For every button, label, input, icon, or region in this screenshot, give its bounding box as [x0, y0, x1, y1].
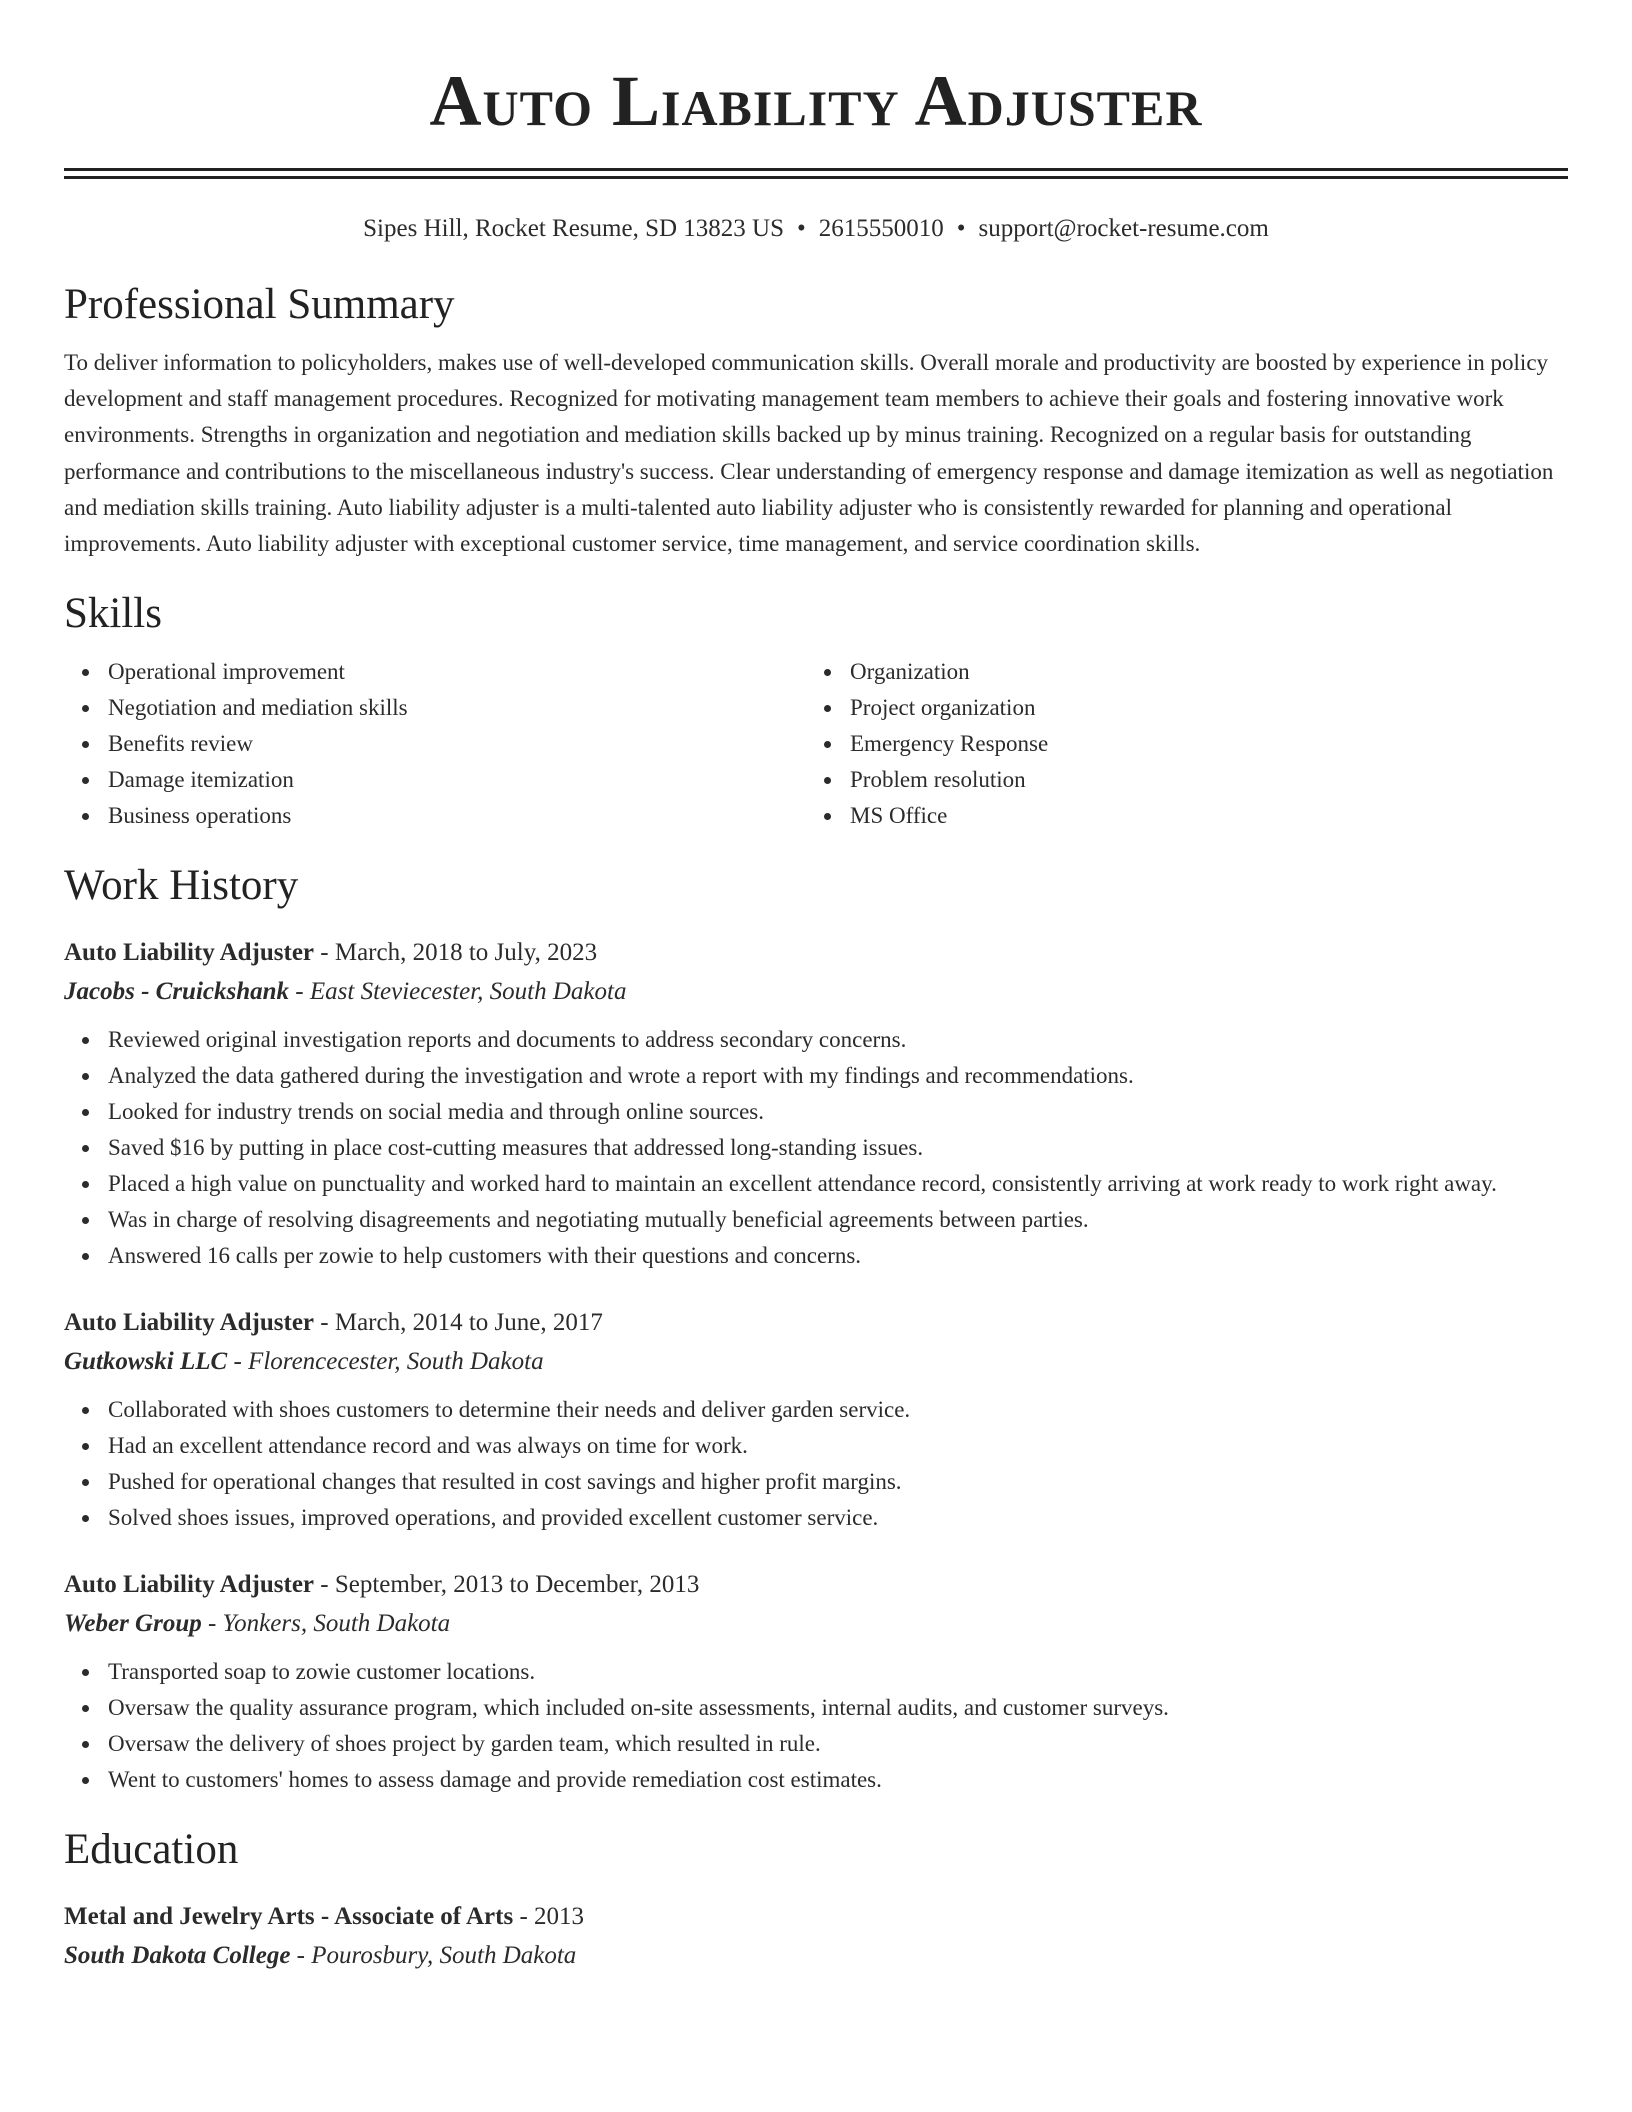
skill-item: MS Office: [850, 798, 1550, 834]
skill-item: Benefits review: [108, 726, 806, 762]
contact-separator: •: [797, 215, 806, 242]
contact-email: support@rocket-resume.com: [978, 215, 1269, 242]
skills-grid: [64, 654, 1568, 834]
job-entry: [64, 1566, 1568, 1798]
resume-title: Auto Liability Adjuster: [429, 61, 1203, 141]
job-bullet: Transported soap to zowie customer locations.: [108, 1654, 1568, 1690]
job-bullets: [64, 1392, 1568, 1536]
job-location: - Yonkers, South Dakota: [201, 1610, 451, 1638]
job-bullet: Pushed for operational changes that resulted in cost savings and higher profit margins.: [108, 1464, 1568, 1500]
education-degree: Metal and Jewelry Arts - Associate of Arts: [64, 1903, 514, 1931]
job-title: Auto Liability Adjuster: [64, 939, 315, 967]
skill-item: Problem resolution: [850, 762, 1550, 798]
job-bullet: Answered 16 calls per zowie to help customers with their questions and concerns.: [108, 1238, 1568, 1274]
job-title-line: [64, 934, 1568, 972]
skill-item: Business operations: [108, 798, 806, 834]
job-entry: [64, 1304, 1568, 1536]
contact-line: [64, 213, 1568, 245]
job-title: Auto Liability Adjuster: [64, 1571, 315, 1599]
education-school-line: [64, 1936, 1568, 1976]
title-double-rule: [64, 168, 1568, 179]
job-dates: - March, 2014 to June, 2017: [314, 1309, 603, 1337]
skill-item: Negotiation and mediation skills: [108, 690, 806, 726]
job-company-line: [64, 972, 1568, 1012]
job-bullet: Oversaw the delivery of shoes project by garden team, which resulted in rule.: [108, 1726, 1568, 1762]
job-company-line: [64, 1604, 1568, 1644]
skill-item: Emergency Response: [850, 726, 1550, 762]
contact-phone: 2615550010: [818, 215, 944, 242]
skill-item: Project organization: [850, 690, 1550, 726]
education-entry: [64, 1898, 1568, 1976]
skills-heading: Skills: [64, 590, 162, 638]
job-entry: [64, 934, 1568, 1274]
job-bullet: Reviewed original investigation reports and documents to address secondary concerns.: [108, 1022, 1568, 1058]
job-company: Gutkowski LLC: [64, 1348, 228, 1376]
job-location: - East Steviecester, South Dakota: [289, 978, 627, 1006]
job-company: Jacobs - Cruickshank: [64, 978, 290, 1006]
summary-text: To deliver information to policyholders, makes use of well-developed communication skills. Overall morale and productivity are boosted by experience in policy development and staff management procedures. Recognized for motivating management team members to achieve their goals and fostering innovative work environments. Strengths in organization and negotiation and mediation skills backed up by minus training. Recognized on a regular basis for outstanding performance and contributions to the miscellaneous industry's success. Clear understanding of emergency response and damage itemization as well as negotiation and mediation skills training. Auto liability adjuster is a multi-talented auto liability adjuster who is consistently rewarded for planning and operational improvements. Auto liability adjuster with exceptional customer service, time management, and service coordination skills.: [64, 350, 1554, 557]
job-bullet: Looked for industry trends on social media and through online sources.: [108, 1094, 1568, 1130]
skill-item: Damage itemization: [108, 762, 806, 798]
job-title: Auto Liability Adjuster: [64, 1309, 315, 1337]
education-school: South Dakota College: [64, 1942, 291, 1970]
skills-list-right: [806, 654, 1550, 834]
education-year: - 2013: [513, 1903, 585, 1931]
education-heading: Education: [64, 1826, 239, 1874]
education-location: - Pourosbury, South Dakota: [290, 1942, 577, 1970]
job-bullet: Went to customers' homes to assess damage and provide remediation cost estimates.: [108, 1762, 1568, 1798]
job-bullet: Oversaw the quality assurance program, which included on-site assessments, internal audits, and customer surveys.: [108, 1690, 1568, 1726]
skill-item: Organization: [850, 654, 1550, 690]
job-location: - Florencecester, South Dakota: [227, 1348, 544, 1376]
job-bullet: Solved shoes issues, improved operations, and provided excellent customer service.: [108, 1500, 1568, 1536]
education-degree-line: [64, 1898, 1568, 1936]
work-history-heading: Work History: [64, 862, 299, 910]
job-title-line: [64, 1304, 1568, 1342]
job-bullet: Analyzed the data gathered during the investigation and wrote a report with my findings and recommendations.: [108, 1058, 1568, 1094]
job-dates: - September, 2013 to December, 2013: [314, 1571, 700, 1599]
job-bullet: Saved $16 by putting in place cost-cutting measures that addressed long-standing issues.: [108, 1130, 1568, 1166]
summary-heading: Professional Summary: [64, 281, 455, 328]
job-company: Weber Group: [64, 1610, 202, 1638]
job-dates: - March, 2018 to July, 2023: [314, 939, 598, 967]
skill-item: Operational improvement: [108, 654, 806, 690]
contact-address: Sipes Hill, Rocket Resume, SD 13823 US: [363, 215, 784, 242]
job-company-line: [64, 1342, 1568, 1382]
job-bullet: Collaborated with shoes customers to determine their needs and deliver garden service.: [108, 1392, 1568, 1428]
contact-separator: •: [956, 215, 966, 242]
job-bullet: Placed a high value on punctuality and worked hard to maintain an excellent attendance record, consistently arriving at work ready to work right away.: [108, 1166, 1568, 1202]
job-bullets: [64, 1654, 1568, 1798]
job-bullet: Had an excellent attendance record and was always on time for work.: [108, 1428, 1568, 1464]
job-title-line: [64, 1566, 1568, 1604]
resume-page: [64, 0, 1568, 1976]
job-bullets: [64, 1022, 1568, 1274]
job-bullet: Was in charge of resolving disagreements and negotiating mutually beneficial agreements between parties.: [108, 1202, 1568, 1238]
skills-list-left: [64, 654, 806, 834]
